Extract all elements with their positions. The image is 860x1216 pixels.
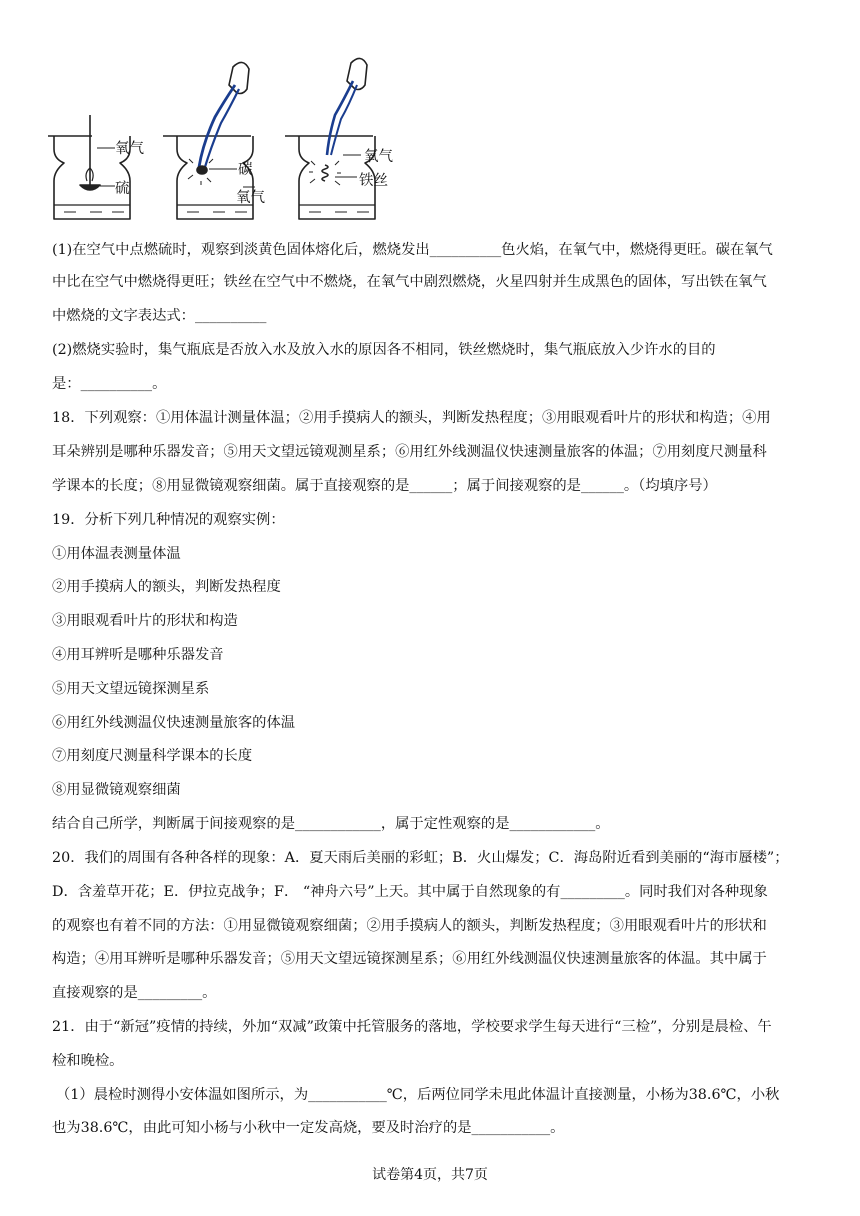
label-carbon: 碳: [238, 162, 253, 178]
text-line: 直接观察的是_________。: [52, 985, 217, 1001]
text-line: (2)燃烧实验时，集气瓶底是否放入水及放入水的原因各不相同，铁丝燃烧时，集气瓶底放入少许水的目的: [52, 342, 716, 358]
list-item: ⑤用天文望远镜探测星系: [52, 681, 210, 697]
text-line: D．含羞草开花；E．伊拉克战争；F． “神舟六号”上天。其中属于自然现象的有_________。同时我们对各种现象: [52, 884, 768, 900]
text-line: 中燃烧的文字表达式：__________: [52, 308, 267, 324]
label-oxygen-jar2: 氧气: [236, 190, 265, 206]
label-iron-wire: 铁丝: [359, 173, 388, 189]
text-line: 构造；④用耳辨听是哪种乐器发音；⑤用天文望远镜探测星系；⑥用红外线测温仪快速测量旅客的体温。其中属于: [52, 951, 767, 967]
text-line: 结合自己所学，判断属于间接观察的是____________，属于定性观察的是____________。: [52, 816, 610, 832]
label-sulfur: 硫: [115, 181, 130, 197]
list-item: ①用体温表测量体温: [52, 546, 181, 562]
list-item: ②用手摸病人的额头，判断发热程度: [52, 579, 281, 595]
text-line: (1)在空气中点燃硫时，观察到淡黄色固体熔化后，燃烧发出__________色火焰，在氧气中，燃烧得更旺。碳在氧气: [52, 242, 773, 258]
label-oxygen-jar3: 氧气: [364, 149, 393, 165]
experiment-illustration: [40, 55, 420, 230]
gas-jar-sulfur: [48, 115, 130, 219]
list-item: ④用耳辨听是哪种乐器发音: [52, 647, 224, 663]
text-line: （1）晨检时测得小安体温如图所示，为___________℃，后两位同学未甩此体温计直接测量，小杨为38.6℃，小秋: [56, 1087, 780, 1103]
text-line: 学课本的长度；⑧用显微镜观察细菌。属于直接观察的是______；属于间接观察的是______。（均填序号）: [52, 478, 717, 494]
text-line: 中比在空气中燃烧得更旺；铁丝在空气中不燃烧，在氧气中剧烈燃烧，火星四射并生成黑色的固体，写出铁在氧气: [52, 274, 767, 290]
question-19-line: 19．分析下列几种情况的观察实例：: [52, 512, 285, 528]
text-line: 也为38.6℃，由此可知小杨与小秋中一定发高烧，要及时治疗的是___________。: [52, 1120, 565, 1136]
question-20-line: 20．我们的周围有各种各样的现象：A．夏天雨后美丽的彩虹；B．火山爆发；C．海岛附近看到美丽的“海市蜃楼”；: [52, 850, 789, 866]
text-line: 耳朵辨别是哪种乐器发音；⑤用天文望远镜观测星系；⑥用红外线测温仪快速测量旅客的体温；⑦用刻度尺测量科: [52, 444, 767, 460]
gas-jar-iron-wire: [285, 58, 375, 219]
list-item: ⑦用刻度尺测量科学课本的长度: [52, 748, 253, 764]
label-oxygen-jar1: 氧气: [115, 141, 144, 157]
text-line: 的观察也有着不同的方法：①用显微镜观察细菌；②用手摸病人的额头，判断发热程度；③用眼观看叶片的形状和: [52, 918, 767, 934]
text-line: 是：__________。: [52, 376, 167, 392]
page-footer: 试卷第4页，共7页: [372, 1167, 488, 1183]
combustion-experiment-figure: [40, 55, 420, 230]
text-line: 检和晚检。: [52, 1053, 124, 1069]
question-18-line: 18．下列观察：①用体温计测量体温；②用手摸病人的额头，判断发热程度；③用眼观看叶片的形状和构造；④用: [52, 410, 771, 426]
list-item: ⑥用红外线测温仪快速测量旅客的体温: [52, 715, 296, 731]
list-item: ③用眼观看叶片的形状和构造: [52, 613, 238, 629]
list-item: ⑧用显微镜观察细菌: [52, 782, 181, 798]
question-21-line: 21．由于“新冠”疫情的持续，外加“双减”政策中托管服务的落地，学校要求学生每天进行“三检”，分别是晨检、午: [52, 1019, 772, 1035]
